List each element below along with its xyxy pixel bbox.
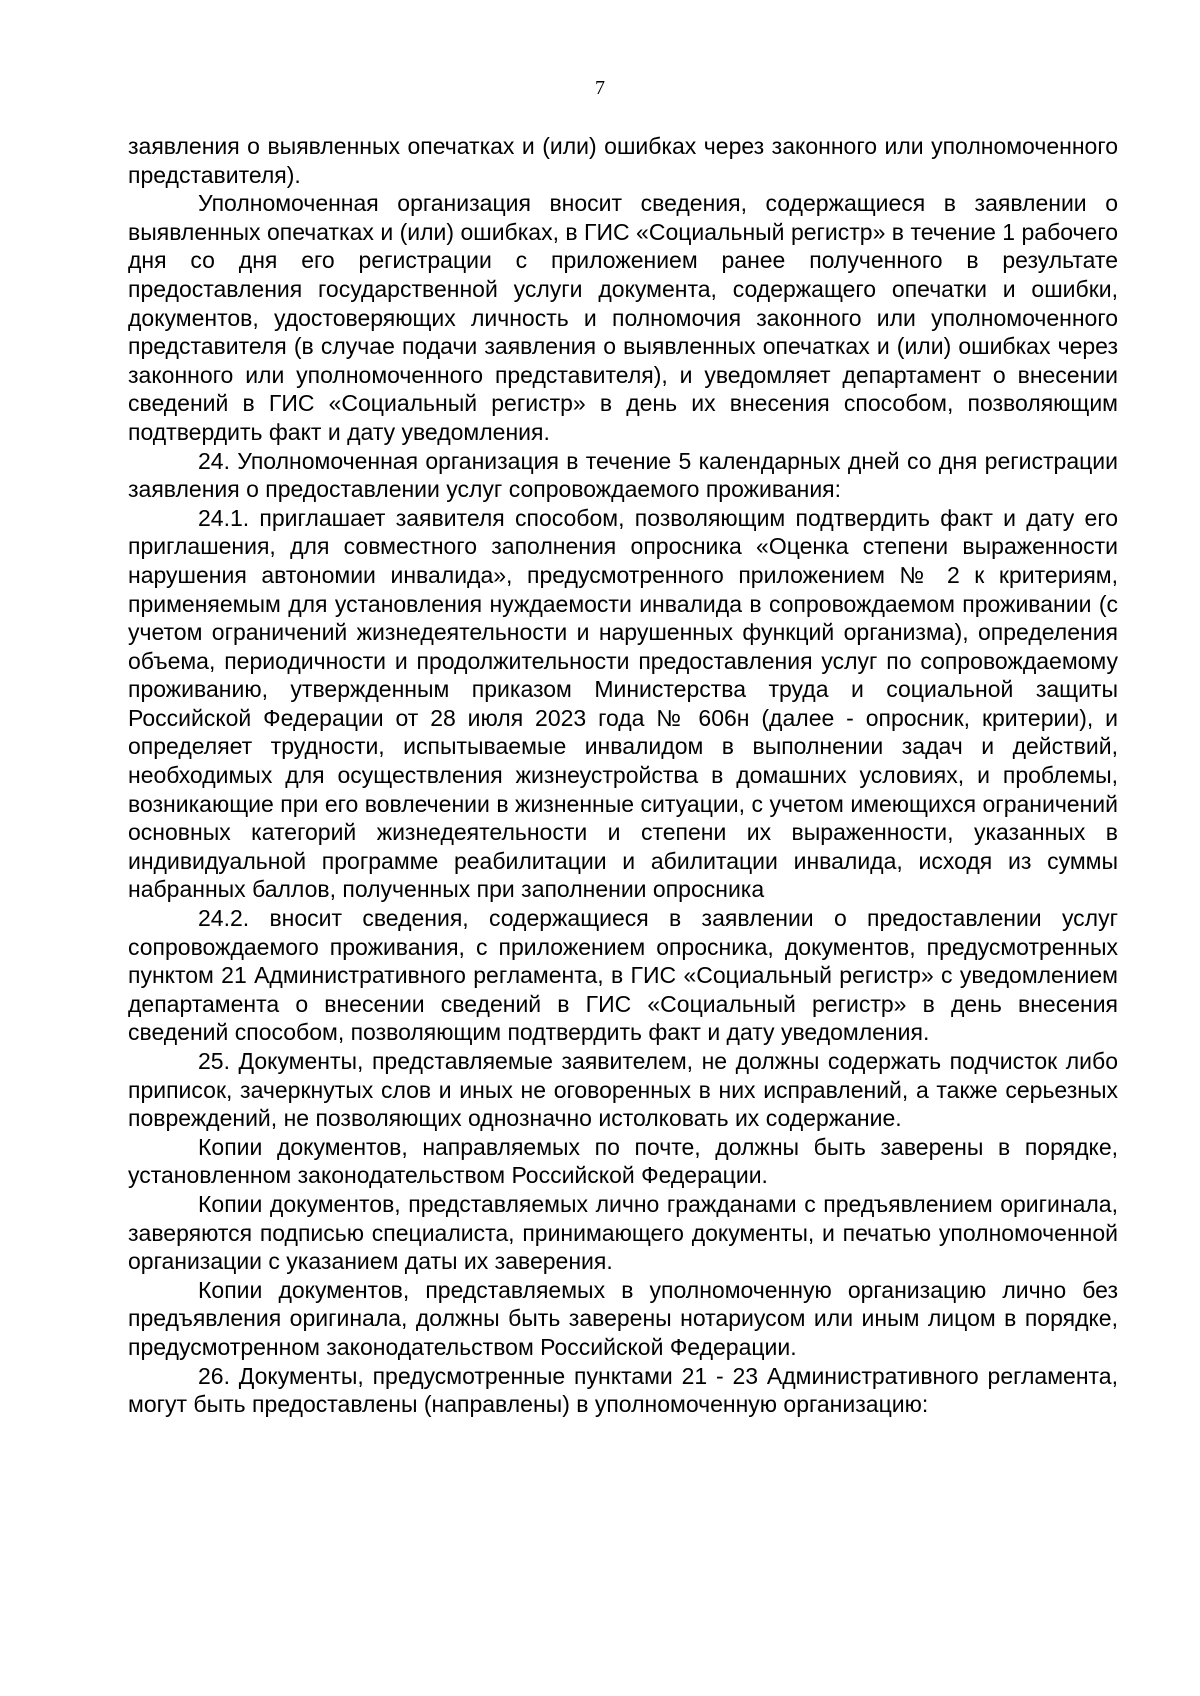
paragraph-copies-notarized: Копии документов, представляемых в уполномоченную организацию лично без предъявления оригинала, должны быть заверены нотариусом или иным лицом в порядке, предусмотренном законодательством Российской Федерации.: [128, 1276, 1118, 1360]
page-number: 7: [595, 77, 605, 99]
paragraph-continuation: заявления о выявленных опечатках и (или) ошибках через законного или уполномоченного представителя).: [128, 133, 1118, 188]
paragraph-item-24-1: 24.1. приглашает заявителя способом, позволяющим подтвердить факт и дату его приглашения, для совместного заполнения опросника «Оценка степени выраженности нарушения автономии инвалида», предусмотренного приложением № 2 к критериям, применяемым для установления нуждаемости инвалида в сопровождаемом проживании (с учетом ограничений жизнедеятельности и нарушенных функций организма), определения объема, периодичности и продолжительности предоставления услуг по сопровождаемому проживанию, утвержденным приказом Министерства труда и социальной защиты Российской Федерации от 28 июля 2023 года № 606н (далее - опросник, критерии), и определяет трудности, испытываемые инвалидом в выполнении задач и действий, необходимых для осуществления жизнеустройства в домашних условиях, и проблемы, возникающие при его вовлечении в жизненные ситуации, с учетом имеющихся ограничений основных категорий жизнедеятельности и степени их выраженности, указанных в индивидуальной программе реабилитации и абилитации инвалида, исходя из суммы набранных баллов, полученных при заполнении опросника: [128, 504, 1118, 903]
paragraph-item-24: 24. Уполномоченная организация в течение 5 календарных дней со дня регистрации заявления о предоставлении услуг сопровождаемого проживания:: [128, 447, 1118, 503]
document-body: [128, 132, 1118, 1419]
paragraph-authorized-org-entry: Уполномоченная организация вносит сведения, содержащиеся в заявлении о выявленных опечатках и (или) ошибках, в ГИС «Социальный регистр» в течение 1 рабочего дня со дня его регистрации с приложением ранее полученного в результате предоставления государственной услуги документа, содержащего опечатки и ошибки, документов, удостоверяющих личность и полномочия законного или уполномоченного представителя (в случае подачи заявления о выявленных опечатках и (или) ошибках через законного или уполномоченного представителя), и уведомляет департамент о внесении сведений в ГИС «Социальный регистр» в день их внесения способом, позволяющим подтвердить факт и дату уведомления.: [128, 190, 1118, 445]
paragraph-copies-in-person: Копии документов, представляемых лично гражданами с предъявлением оригинала, заверяются подписью специалиста, принимающего документы, и печатью уполномоченной организации с указанием даты их заверения.: [128, 1190, 1118, 1275]
paragraph-item-25: 25. Документы, представляемые заявителем, не должны содержать подчисток либо приписок, зачеркнутых слов и иных не оговоренных в них исправлений, а также серьезных повреждений, не позволяющих однозначно истолковать их содержание.: [128, 1048, 1118, 1132]
paragraph-item-24-2: 24.2. вносит сведения, содержащиеся в заявлении о предоставлении услуг сопровождаемого проживания, с приложением опросника, документов, предусмотренных пунктом 21 Административного регламента, в ГИС «Социальный регистр» с уведомлением департамента о внесении сведений в ГИС «Социальный регистр» в день внесения сведений способом, позволяющим подтвердить факт и дату уведомления.: [128, 905, 1118, 1046]
paragraph-item-26: 26. Документы, предусмотренные пунктами 21 - 23 Административного регламента, могут быть предоставлены (направлены) в уполномоченную организацию:: [128, 1362, 1118, 1418]
paragraph-copies-by-mail: Копии документов, направляемых по почте, должны быть заверены в порядке, установленном законодательством Российской Федерации.: [128, 1133, 1118, 1189]
